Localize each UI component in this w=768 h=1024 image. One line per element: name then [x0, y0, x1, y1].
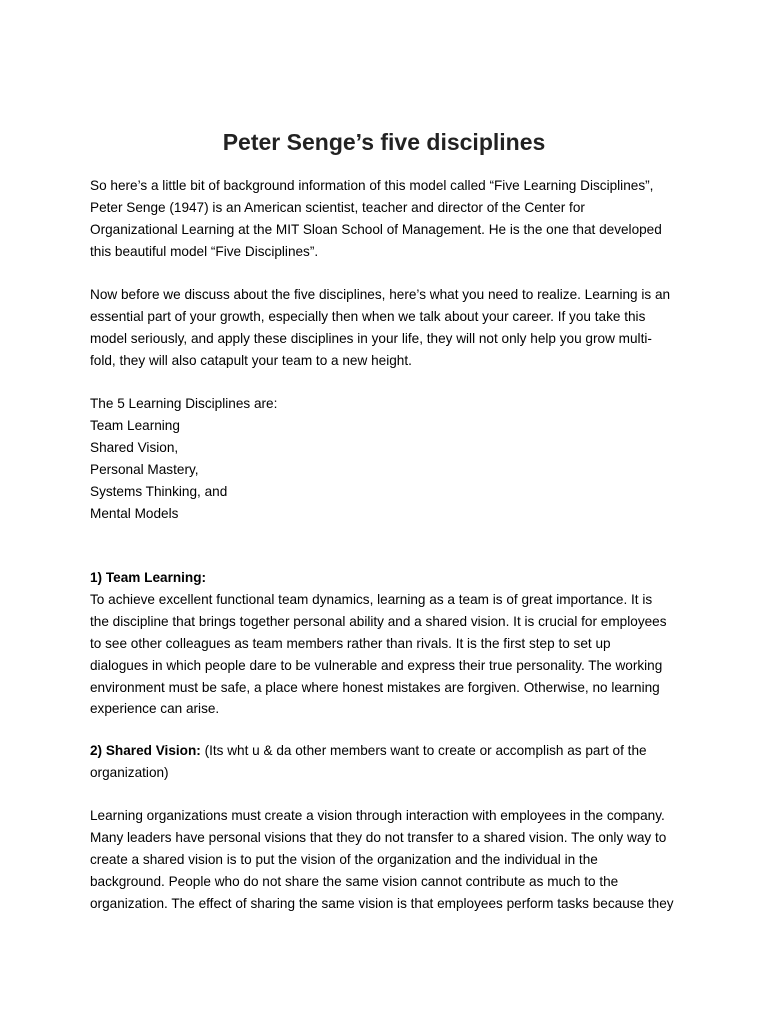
text-line: experience can arise. — [90, 701, 220, 717]
section-heading-shared-vision: 2) Shared Vision: — [90, 743, 201, 758]
text-line: Learning organizations must create a vision through interaction with employees in the company. — [90, 808, 665, 823]
text-line: dialogues in which people dare to be vulnerable and express their true personality. The working — [90, 657, 663, 673]
text-line: To achieve excellent functional team dynamics, learning as a team is of great importance. It is — [90, 591, 653, 607]
disciplines-list-block — [90, 393, 690, 524]
team-learning-section — [90, 567, 690, 720]
text-line: create a shared vision is to put the vision of the organization and the individual in the — [90, 851, 598, 867]
shared-vision-heading-note: (Its wht u & da other members want to create or accomplish as part of the — [200, 743, 647, 758]
shared-vision-paragraph — [90, 805, 690, 915]
intro-paragraph — [90, 175, 690, 263]
text-line: Organizational Learning at the MIT Sloan School of Management. He is the one that developed — [90, 221, 662, 237]
shared-vision-heading-line — [90, 740, 690, 762]
text-line: organization. The effect of sharing the same vision is that employees perform tasks because they — [90, 895, 674, 911]
text-line: Peter Senge (1947) is an American scientist, teacher and director of the Center for — [90, 199, 585, 215]
shared-vision-heading-block — [90, 740, 690, 784]
text-line: essential part of your growth, especially then when we talk about your career. If you take this — [90, 308, 646, 324]
text-line: Many leaders have personal visions that they do not transfer to a shared vision. The only way to — [90, 829, 667, 845]
text-line: So here’s a little bit of background information of this model called “Five Learning Disciplines”, — [90, 178, 654, 193]
disciplines-list — [90, 415, 690, 525]
list-item: Team Learning — [90, 417, 180, 433]
list-item: Personal Mastery, — [90, 461, 199, 477]
list-item: Mental Models — [90, 505, 179, 521]
page-title: Peter Senge’s five disciplines — [222, 129, 546, 155]
text-line: Now before we discuss about the five disciplines, here’s what you need to realize. Learning is an — [90, 287, 671, 302]
text-line: fold, they will also catapult your team to a new height. — [90, 352, 412, 368]
text-line: background. People who do not share the same vision cannot contribute as much to the — [90, 873, 619, 889]
text-line: model seriously, and apply these disciplines in your life, they will not only help you grow multi- — [90, 330, 652, 346]
list-heading: The 5 Learning Disciplines are: — [90, 396, 278, 411]
realize-paragraph — [90, 284, 690, 372]
shared-vision-heading-note-continued: organization) — [90, 764, 169, 780]
list-item: Shared Vision, — [90, 439, 179, 455]
list-item: Systems Thinking, and — [90, 483, 228, 499]
text-line: this beautiful model “Five Disciplines”. — [90, 243, 319, 259]
text-line: environment must be safe, a place where honest mistakes are forgiven. Otherwise, no learning — [90, 679, 660, 695]
text-line: the discipline that brings together personal ability and a shared vision. It is crucial for employees — [90, 613, 667, 629]
text-line: to see other colleagues as team members rather than rivals. It is the first step to set up — [90, 635, 611, 651]
section-heading-team-learning: 1) Team Learning: — [90, 570, 207, 585]
